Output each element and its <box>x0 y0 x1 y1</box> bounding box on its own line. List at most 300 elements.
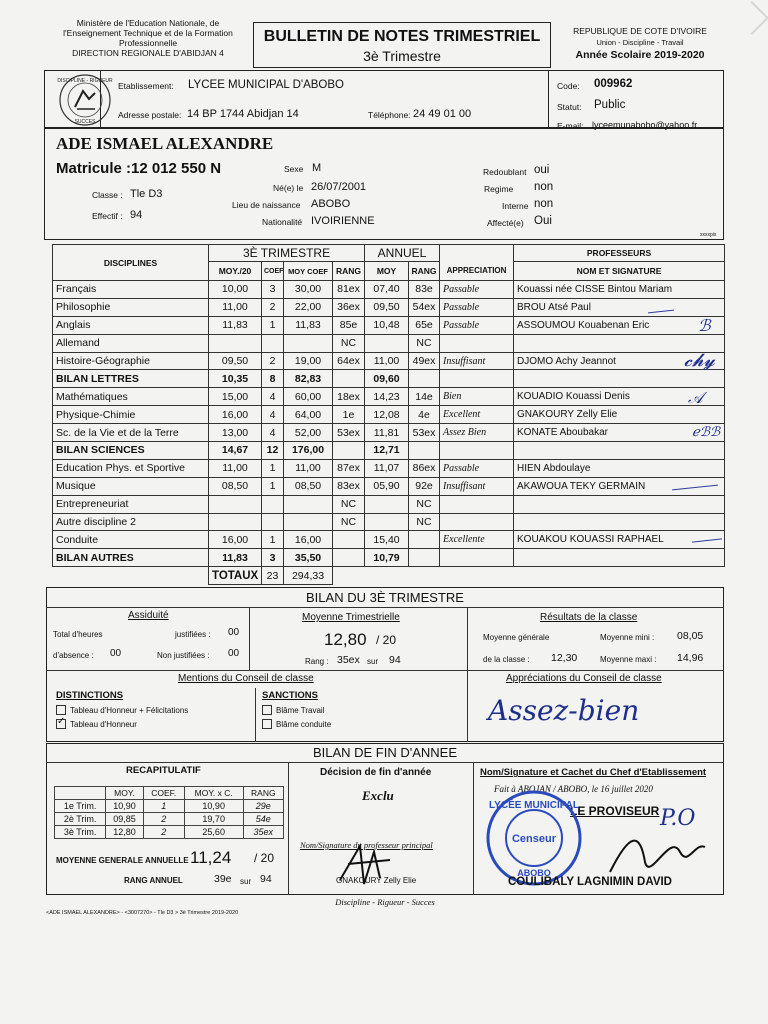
totaux-moycoef: 294,33 <box>284 567 333 585</box>
recap-header: COEF. <box>143 787 184 800</box>
absence-value: 00 <box>110 648 122 659</box>
recap-row <box>55 826 284 839</box>
checkbox[interactable] <box>56 705 66 715</box>
cell-mc: 11,00 <box>284 459 333 477</box>
appreciation-handwritten: Assez-bien <box>488 694 640 727</box>
address-value: 14 BP 1744 Abidjan 14 <box>187 108 299 120</box>
direction: DIRECTION REGIONALE D'ABIDJAN 4 <box>72 48 224 58</box>
nationality-label: Nationalité <box>262 217 303 227</box>
ministry-block <box>48 18 248 58</box>
bilan-row <box>53 370 725 388</box>
ministry-line-2: l'Enseignement Technique et de la Formation <box>63 28 233 38</box>
nationality-value: IVOIRIENNE <box>311 215 375 227</box>
phone-value: 24 49 01 00 <box>413 108 472 120</box>
cell-p: HIEN Abdoulaye <box>514 459 725 477</box>
cell-d: Allemand <box>53 334 209 352</box>
republic-block <box>555 26 725 61</box>
sexe-value: M <box>312 162 322 174</box>
cell-d: Sc. de la Vie et de la Terre <box>53 424 209 442</box>
rang-value: 35ex <box>337 654 360 666</box>
cell-am <box>365 495 409 513</box>
col-rang-annuel: RANG <box>409 262 440 281</box>
cell-ap <box>440 442 514 460</box>
cell-c: 1 <box>262 477 284 495</box>
cell-m <box>209 334 262 352</box>
page-title: BULLETIN DE NOTES TRIMESTRIEL <box>263 28 541 45</box>
affecte-value: Oui <box>534 215 552 227</box>
cell-mc: 60,00 <box>284 388 333 406</box>
table-row <box>53 334 725 352</box>
prof-principal-name: GNAKOURY Zelly Elie <box>336 876 417 885</box>
table-row <box>53 298 725 316</box>
cell-r: 53ex <box>333 424 365 442</box>
sanctions-title: SANCTIONS <box>262 690 318 701</box>
status-value: Public <box>594 99 626 111</box>
table-row <box>53 406 725 424</box>
rang-annuel-value: 39e <box>214 873 232 885</box>
recap-cell: 3è Trim. <box>55 826 106 839</box>
cell-m: 10,00 <box>209 281 262 299</box>
cell-r <box>333 442 365 460</box>
table-row <box>53 477 725 495</box>
classe-label: Classe : <box>92 190 123 200</box>
cell-m: 13,00 <box>209 424 262 442</box>
moyenne-value: 12,80 <box>324 630 367 649</box>
moyenne-title: Moyenne Trimestrielle <box>302 612 400 623</box>
recap-cell: 2 <box>143 826 184 839</box>
bilan-row <box>53 442 725 460</box>
email-value: lyceemunabobo@yahoo.fr <box>592 120 698 130</box>
table-row <box>53 513 725 531</box>
logo-bottom-text: SUCCES <box>74 119 96 125</box>
official-stamp <box>484 788 584 888</box>
checkbox-checked[interactable] <box>56 716 66 729</box>
cell-am: 10,48 <box>365 316 409 334</box>
moy-maxi-value: 14,96 <box>677 652 704 664</box>
sanction-2[interactable] <box>262 720 331 730</box>
cell-mc: 19,00 <box>284 352 333 370</box>
moyenne-sur20: / 20 <box>376 633 397 647</box>
sanction-1-label: Blâme Travail <box>276 706 325 716</box>
non-justifiees-value: 00 <box>228 648 240 659</box>
chef-title: Nom/Signature et Cachet du Chef d'Etablissement <box>480 767 707 778</box>
cell-r: 83ex <box>333 477 365 495</box>
divider <box>249 607 250 670</box>
cell-c <box>262 513 284 531</box>
cell-ar: 54ex <box>409 298 440 316</box>
recap-header <box>55 787 106 800</box>
cell-ap: Excellent <box>440 406 514 424</box>
status-label: Statut: <box>557 102 582 112</box>
cell-d: Physique-Chimie <box>53 406 209 424</box>
non-justifiees-label: Non justifiées : <box>157 651 210 660</box>
cell-mc: 11,83 <box>284 316 333 334</box>
cell-am: 09,60 <box>365 370 409 388</box>
interne-label: Interne <box>502 201 529 211</box>
ministry-line-1: Ministère de l'Education Nationale, de <box>76 18 220 28</box>
redoublant-value: oui <box>534 164 550 176</box>
cell-r <box>333 531 365 549</box>
fait-a: Fait à ABOJAN / ABOBO, le 16 juillet 2020 <box>494 784 653 794</box>
cell-am <box>365 334 409 352</box>
cell-mc <box>284 495 333 513</box>
chef-signature <box>600 822 710 882</box>
col-disciplines: DISCIPLINES <box>53 245 209 281</box>
school-year: Année Scolaire 2019-2020 <box>575 49 705 61</box>
cell-m: 16,00 <box>209 406 262 424</box>
cell-mc: 35,50 <box>284 549 333 567</box>
school-logo <box>55 73 115 127</box>
cell-c <box>262 334 284 352</box>
recap-row <box>55 800 284 813</box>
table-row <box>53 388 725 406</box>
student-name: ADE ISMAEL ALEXANDRE <box>56 134 274 153</box>
matricule-value: 12 012 550 N <box>131 160 222 177</box>
table-row <box>53 495 725 513</box>
decision-title: Décision de fin d'année <box>320 767 432 778</box>
etab-label: Etablissement: <box>118 81 174 91</box>
cell-d: Français <box>53 281 209 299</box>
cell-mc: 64,00 <box>284 406 333 424</box>
cell-d: BILAN SCIENCES <box>53 442 209 460</box>
totaux-coef: 23 <box>262 567 284 585</box>
justifiees-value: 00 <box>228 627 240 638</box>
cell-ap: Passable <box>440 298 514 316</box>
rang-annuel-effectif: 94 <box>260 873 272 885</box>
born-label: Né(e) le <box>273 183 304 193</box>
matricule-label: Matricule : <box>56 160 132 177</box>
stamp-top-text: LYCÉE MUNICIPAL <box>488 800 580 811</box>
cell-ar <box>409 442 440 460</box>
fin-title: BILAN DE FIN D'ANNEE <box>312 745 458 760</box>
divider <box>548 70 549 128</box>
cell-am: 12,71 <box>365 442 409 460</box>
cell-r: 64ex <box>333 352 365 370</box>
divider <box>46 670 724 671</box>
affecte-label: Affecté(e) <box>487 218 524 228</box>
cell-d: Philosophie <box>53 298 209 316</box>
cell-ar <box>409 531 440 549</box>
cell-mc: 22,00 <box>284 298 333 316</box>
divider <box>46 607 724 608</box>
cell-am <box>365 513 409 531</box>
distinctions-title: DISTINCTIONS <box>56 690 124 701</box>
cell-ap <box>440 513 514 531</box>
cell-r: 85e <box>333 316 365 334</box>
col-trimestre: 3È TRIMESTRE <box>209 245 365 262</box>
recap-header: RANG <box>243 787 283 800</box>
cell-c: 3 <box>262 281 284 299</box>
col-rang: RANG <box>333 262 365 281</box>
signature-mark: 𝒜 <box>688 388 704 407</box>
cell-ap <box>440 334 514 352</box>
cell-p: GNAKOURY Zelly Elie <box>514 406 725 424</box>
recap-cell: 10,90 <box>184 800 243 813</box>
cell-ar: 53ex <box>409 424 440 442</box>
cell-p: AKAWOUA TEKY GERMAIN <box>514 477 725 495</box>
cell-r <box>333 370 365 388</box>
cell-am: 10,79 <box>365 549 409 567</box>
tiny-code: xxxxpix <box>700 232 717 238</box>
divider <box>288 762 289 895</box>
redoublant-label: Redoublant <box>483 167 527 177</box>
cell-mc <box>284 334 333 352</box>
distinction-1-label: Tableau d'Honneur + Félicitations <box>70 706 189 716</box>
moy-maxi-label: Moyenne maxi : <box>600 655 657 664</box>
cell-am: 11,00 <box>365 352 409 370</box>
recap-cell: 09,85 <box>106 813 144 826</box>
cell-ar: NC <box>409 513 440 531</box>
recap-cell: 2è Trim. <box>55 813 106 826</box>
rang-annuel-label: RANG ANNUEL <box>124 876 183 885</box>
signature-mark: 𝓬𝓱𝔂 <box>684 350 715 371</box>
interne-value: non <box>534 198 554 210</box>
cell-p: KONATE Aboubakar <box>514 424 725 442</box>
cell-d: Education Phys. et Sportive <box>53 459 209 477</box>
total-heures-label: Total d'heures <box>53 630 103 639</box>
col-moycoef: MOY COEF <box>284 262 333 281</box>
cell-c: 4 <box>262 424 284 442</box>
cell-ap <box>440 370 514 388</box>
address-label: Adresse postale: <box>118 110 182 120</box>
recap-table <box>54 786 284 839</box>
moy-mini-value: 08,05 <box>677 630 704 642</box>
cell-ap <box>440 495 514 513</box>
recap-cell: 12,80 <box>106 826 144 839</box>
cell-m <box>209 513 262 531</box>
cell-p: BROU Atsé Paul <box>514 298 725 316</box>
cell-mc: 82,83 <box>284 370 333 388</box>
cell-c: 4 <box>262 388 284 406</box>
cell-c: 3 <box>262 549 284 567</box>
cell-c: 8 <box>262 370 284 388</box>
cell-m: 11,83 <box>209 549 262 567</box>
divider <box>46 762 724 763</box>
cell-m: 15,00 <box>209 388 262 406</box>
cell-c <box>262 495 284 513</box>
born-value: 26/07/2001 <box>311 181 367 193</box>
cell-d: Conduite <box>53 531 209 549</box>
proviseur-label: LE PROVISEUR <box>570 804 660 818</box>
moy-generale-label: Moyenne générale <box>483 633 550 642</box>
prof-principal-title: Nom/Signature du professeur principal <box>300 840 433 850</box>
cell-ap: Passable <box>440 281 514 299</box>
cell-p: KOUAKOU KOUASSI RAPHAEL <box>514 531 725 549</box>
cell-m: 14,67 <box>209 442 262 460</box>
moy-mini-label: Moyenne mini : <box>600 633 655 642</box>
regime-label: Regime <box>484 184 514 194</box>
table-row <box>53 531 725 549</box>
rang-effectif: 94 <box>389 654 401 666</box>
cell-ar: 83e <box>409 281 440 299</box>
distinction-2-label: Tableau d'Honneur <box>70 720 137 730</box>
cell-ar: 49ex <box>409 352 440 370</box>
appreciations-title: Appréciations du Conseil de classe <box>506 673 662 684</box>
cell-c: 12 <box>262 442 284 460</box>
sanction-1[interactable] <box>262 706 324 716</box>
recap-cell: 35ex <box>243 826 283 839</box>
table-row <box>53 281 725 299</box>
cell-c: 2 <box>262 352 284 370</box>
justifiees-label: justifiées : <box>175 630 211 639</box>
republic: REPUBLIQUE DE COTE D'IVOIRE <box>573 26 707 36</box>
cell-ar <box>409 549 440 567</box>
cell-ap: Insuffisant <box>440 477 514 495</box>
cell-mc: 176,00 <box>284 442 333 460</box>
cell-mc: 30,00 <box>284 281 333 299</box>
moy-annuelle-sur20: / 20 <box>254 851 275 865</box>
recap-cell: 1 <box>143 800 184 813</box>
distinction-2[interactable] <box>56 716 137 730</box>
code-label: Code: <box>557 81 580 91</box>
cell-p <box>514 495 725 513</box>
table-row <box>53 424 725 442</box>
footer-motto: Discipline - Rigueur - Succes <box>335 897 435 907</box>
cell-r <box>333 549 365 567</box>
col-moy20: MOY./20 <box>209 262 262 281</box>
cell-m: 11,83 <box>209 316 262 334</box>
moy-generale-value: 12,30 <box>551 652 578 664</box>
cell-ar: 86ex <box>409 459 440 477</box>
cell-ar: 4e <box>409 406 440 424</box>
birthplace-label: Lieu de naissance <box>232 200 301 210</box>
moy-annuelle-value: 11,24 <box>190 848 232 867</box>
cell-ar: NC <box>409 495 440 513</box>
cell-r: 1e <box>333 406 365 424</box>
divider <box>473 762 474 895</box>
assiduite-title: Assiduité <box>128 610 169 621</box>
corner-fold <box>735 1 768 35</box>
cell-m: 10,35 <box>209 370 262 388</box>
cell-d: Musique <box>53 477 209 495</box>
table-row <box>53 459 725 477</box>
classe-value: Tle D3 <box>130 188 163 200</box>
divider <box>255 688 256 742</box>
po-handwritten: P.O <box>660 806 696 831</box>
cell-p: DJOMO Achy Jeannot <box>514 352 725 370</box>
cell-m: 16,00 <box>209 531 262 549</box>
cell-mc: 16,00 <box>284 531 333 549</box>
cell-m: 11,00 <box>209 459 262 477</box>
email-label: E-mail: <box>557 121 584 131</box>
absence-label: d'absence : <box>53 651 94 660</box>
recap-cell: 10,90 <box>106 800 144 813</box>
recap-cell: 19,70 <box>184 813 243 826</box>
grades-table <box>52 244 725 585</box>
moy-generale-label-2: de la classe : <box>483 655 530 664</box>
cell-am: 11,07 <box>365 459 409 477</box>
col-nom-signature: NOM ET SIGNATURE <box>514 262 725 281</box>
cell-p <box>514 370 725 388</box>
cell-am: 09,50 <box>365 298 409 316</box>
resultats-title: Résultats de la classe <box>540 612 638 623</box>
cell-ar: 92e <box>409 477 440 495</box>
recap-cell: 1e Trim. <box>55 800 106 813</box>
distinction-1[interactable] <box>56 706 188 716</box>
regime-value: non <box>534 181 554 193</box>
cell-ap: Bien <box>440 388 514 406</box>
cell-am: 07,40 <box>365 281 409 299</box>
cell-ap: Assez Bien <box>440 424 514 442</box>
page-subtitle: 3è Trimestre <box>363 48 441 64</box>
cell-p <box>514 549 725 567</box>
cell-p: Kouassi née CISSE Bintou Mariam <box>514 281 725 299</box>
cell-c: 1 <box>262 459 284 477</box>
table-row <box>53 316 725 334</box>
sanction-2-label: Blâme conduite <box>276 720 332 730</box>
checkbox[interactable] <box>262 719 272 729</box>
col-professeurs: PROFESSEURS <box>514 245 725 262</box>
rang-annuel-sur: sur <box>240 877 252 886</box>
cell-m <box>209 495 262 513</box>
stamp-bottom-text: ABOBO <box>517 868 551 878</box>
cell-ap: Passable <box>440 459 514 477</box>
stamp-mid-text: Censeur <box>511 833 557 845</box>
cell-am: 11,81 <box>365 424 409 442</box>
cell-mc: 08,50 <box>284 477 333 495</box>
totaux-label: TOTAUX <box>209 567 262 585</box>
signature-mark: ℬ <box>698 316 711 335</box>
cell-ar <box>409 370 440 388</box>
cell-d: Mathématiques <box>53 388 209 406</box>
checkbox[interactable] <box>262 705 272 715</box>
cell-mc <box>284 513 333 531</box>
signature-mark: ℯℬℬ <box>692 425 721 440</box>
recap-header: MOY. x C. <box>184 787 243 800</box>
cell-mc: 52,00 <box>284 424 333 442</box>
cell-ap: Excellente <box>440 531 514 549</box>
logo-top-text: DISCIPLINE - RIGUEUR <box>57 78 113 84</box>
cell-p: KOUADIO Kouassi Denis <box>514 388 725 406</box>
recap-cell: 29e <box>243 800 283 813</box>
code-value: 009962 <box>594 78 633 90</box>
title-box <box>253 22 551 68</box>
effectif-label: Effectif : <box>92 211 123 221</box>
check-icon: ✓ <box>57 716 66 727</box>
cell-ap: Insuffisant <box>440 352 514 370</box>
birthplace-value: ABOBO <box>311 198 351 210</box>
recap-cell: 25,60 <box>184 826 243 839</box>
recap-cell: 54e <box>243 813 283 826</box>
cell-c: 1 <box>262 531 284 549</box>
bilan-row <box>53 549 725 567</box>
rang-sur: sur <box>367 657 379 666</box>
cell-p <box>514 513 725 531</box>
cell-m: 11,00 <box>209 298 262 316</box>
cell-r: NC <box>333 495 365 513</box>
cell-m: 08,50 <box>209 477 262 495</box>
cell-r: 87ex <box>333 459 365 477</box>
footer-ref: <ADE ISMAEL ALEXANDRE> - <3007270> - Tle D3 > 3è Trimestre 2019-2020 <box>46 910 239 916</box>
cell-d: Histoire-Géographie <box>53 352 209 370</box>
recap-title: RECAPITULATIF <box>126 765 201 776</box>
cell-ar: NC <box>409 334 440 352</box>
cell-am: 14,23 <box>365 388 409 406</box>
republic-motto: Union - Discipline - Travail <box>596 38 684 47</box>
bilan-title: BILAN DU 3È TRIMESTRE <box>306 590 464 605</box>
recap-row <box>55 813 284 826</box>
cell-ap <box>440 549 514 567</box>
cell-ar: 65e <box>409 316 440 334</box>
phone-label: Téléphone: <box>368 110 411 120</box>
mentions-title: Mentions du Conseil de classe <box>178 673 314 684</box>
recap-header: MOY. <box>106 787 144 800</box>
cell-p: ASSOUMOU Kouabenan Eric <box>514 316 725 334</box>
cell-c: 2 <box>262 298 284 316</box>
cell-r: NC <box>333 334 365 352</box>
col-annuel: ANNUEL <box>365 245 440 262</box>
cell-c: 4 <box>262 406 284 424</box>
